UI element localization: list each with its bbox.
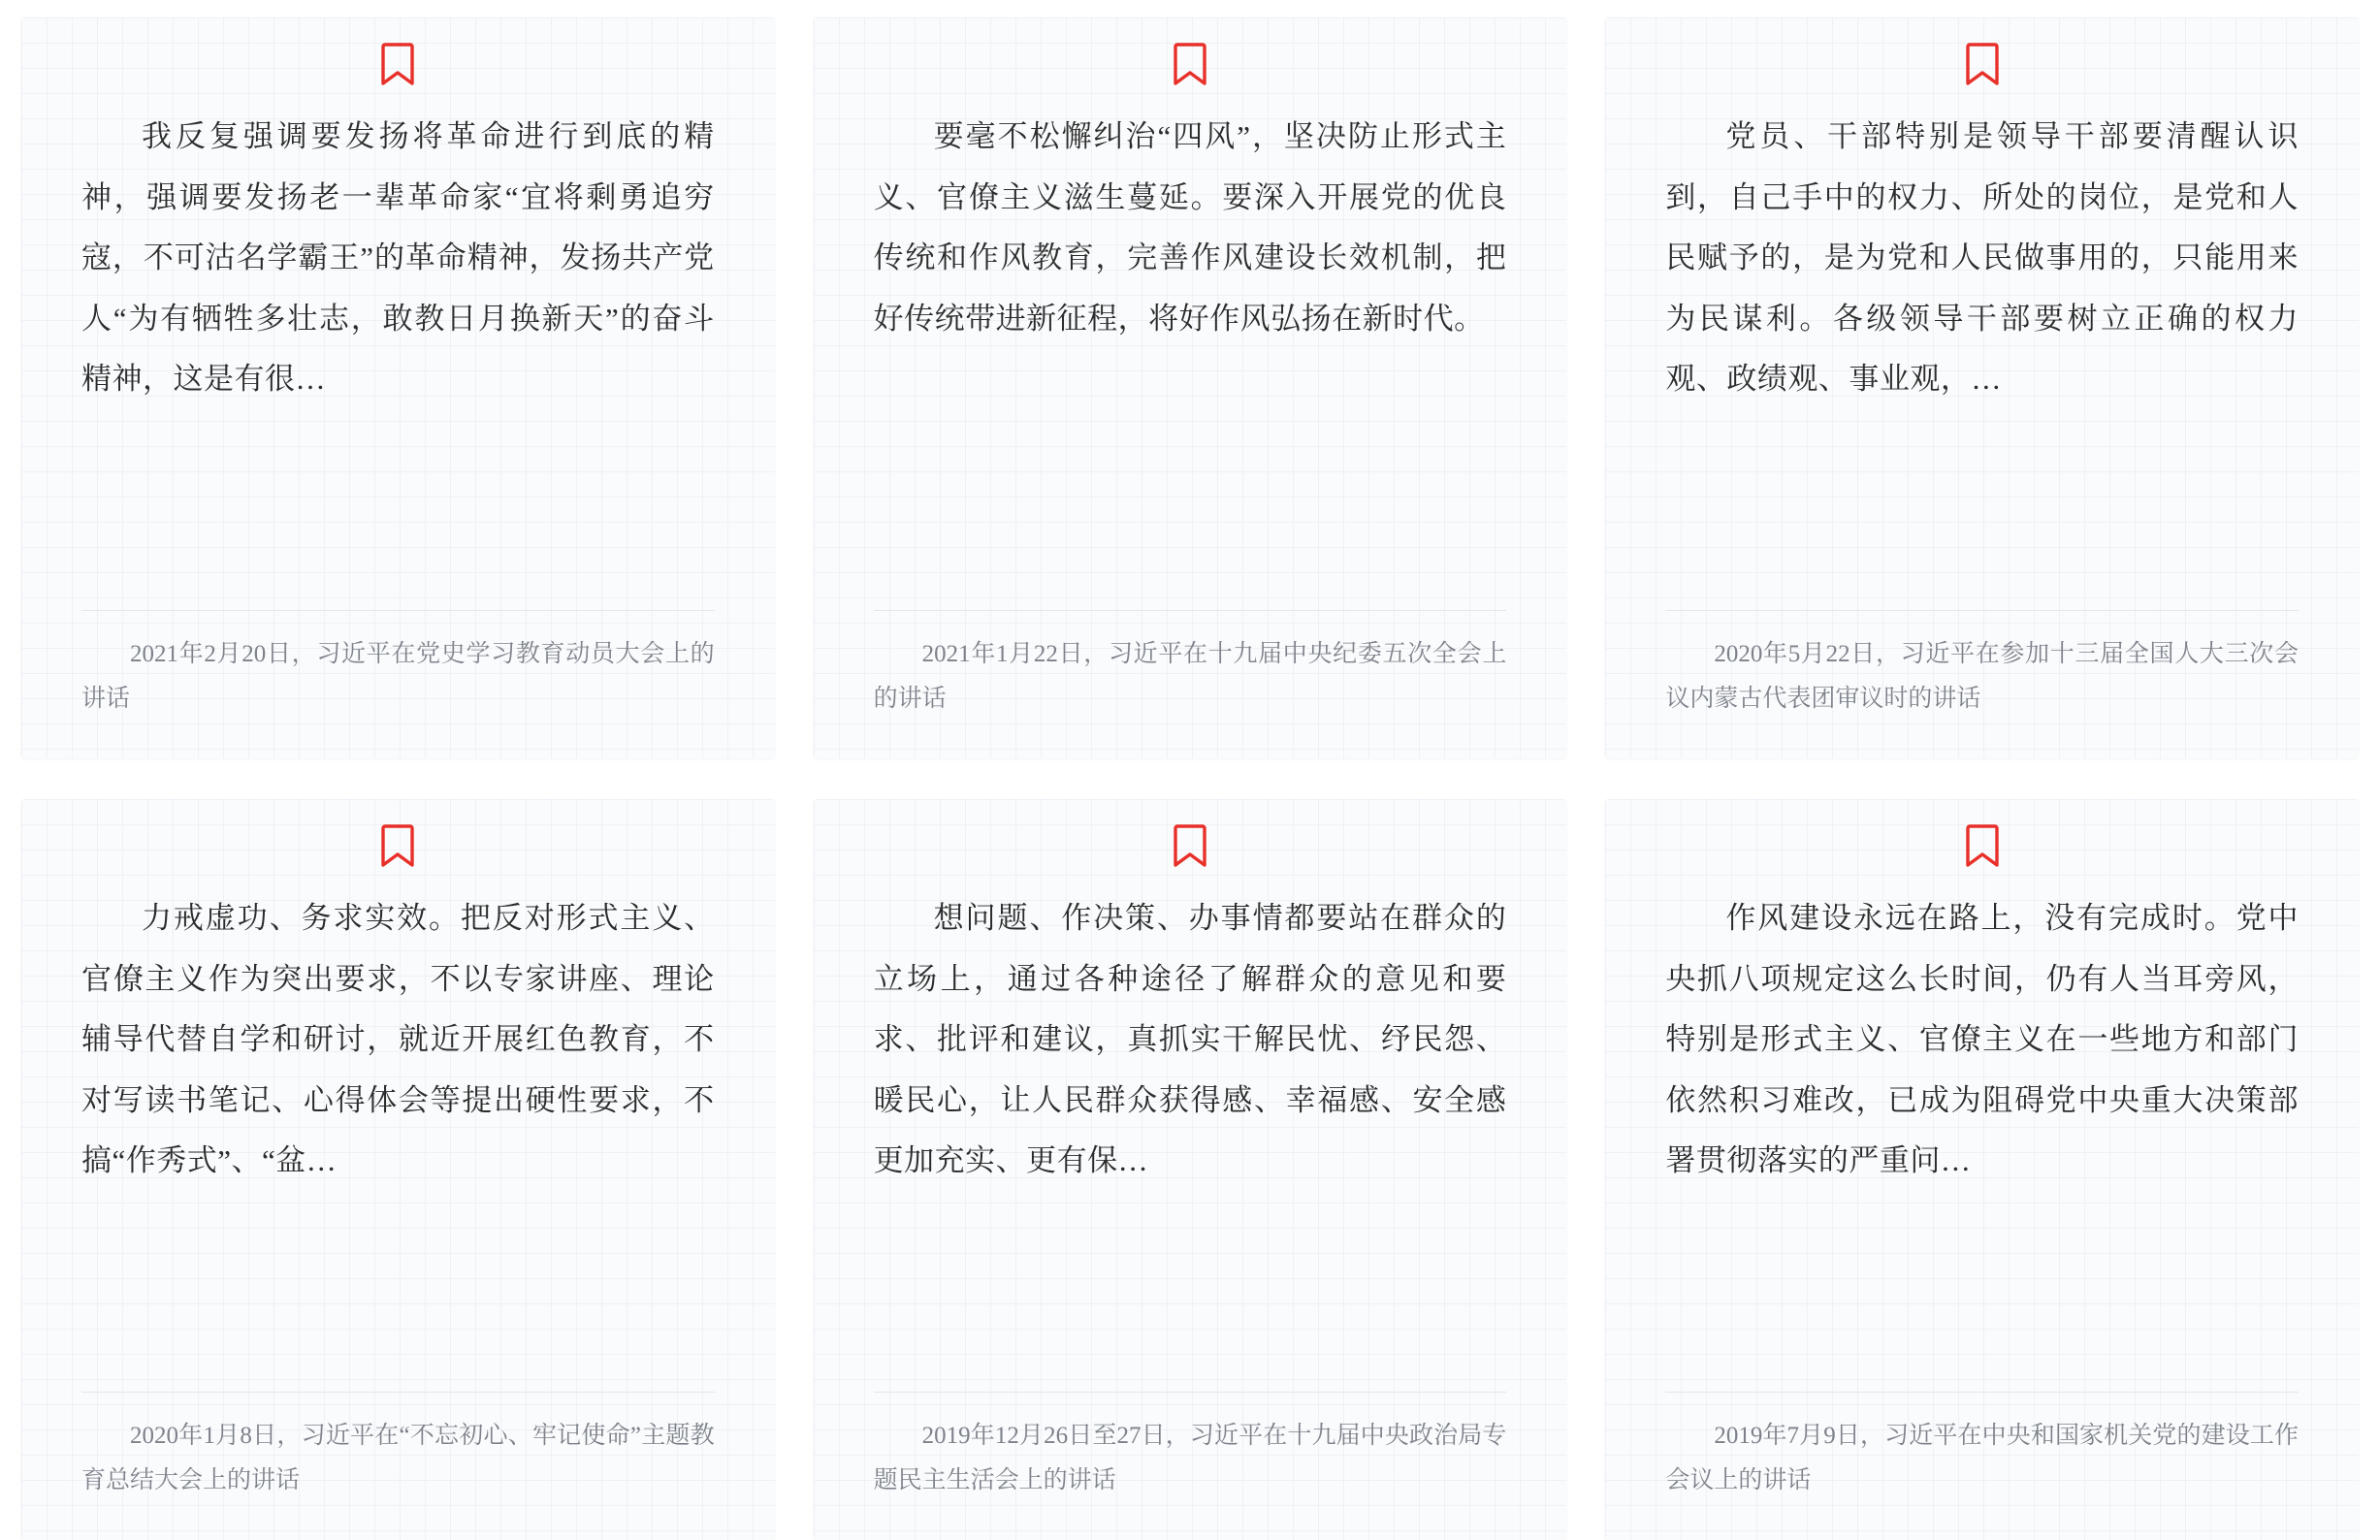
- quote-card[interactable]: [1605, 799, 2359, 1540]
- spacer: [1665, 1192, 2299, 1391]
- quote-source: 2019年12月26日至27日，习近平在十九届中央政治局专题民主生活会上的讲话: [873, 1422, 1507, 1493]
- divider: [874, 610, 1507, 611]
- bookmark-icon: [381, 824, 414, 867]
- quote-text: 想问题、作决策、办事情都要站在群众的立场上，通过各种途径了解群众的意见和要求、批评和建议，真抓实干解民忧、纾民怨、暖民心，让人民群众获得感、幸福感、安全感更加充实、更有保…: [873, 901, 1507, 1178]
- bookmark-icon: [1174, 824, 1206, 867]
- quote-card[interactable]: [814, 799, 1567, 1540]
- quote-source: 2020年1月8日，习近平在“不忘初心、牢记使命”主题教育总结大会上的讲话: [81, 1422, 715, 1493]
- quote-card[interactable]: [21, 17, 775, 758]
- bookmark-icon: [1174, 43, 1206, 85]
- quote-source: 2020年5月22日，习近平在参加十三届全国人大三次会议内蒙古代表团审议时的讲话: [1665, 640, 2299, 712]
- quote-text: 力戒虚功、务求实效。把反对形式主义、官僚主义作为突出要求，不以专家讲座、理论辅导代替自学和研讨，就近开展红色教育，不对写读书笔记、心得体会等提出硬性要求，不搞“作秀式”、“盆…: [81, 901, 715, 1178]
- quote-card[interactable]: [21, 799, 775, 1540]
- bookmark-icon: [1966, 824, 1999, 867]
- divider: [81, 1392, 715, 1393]
- quote-source: 2019年7月9日，习近平在中央和国家机关党的建设工作会议上的讲话: [1665, 1422, 2299, 1493]
- quote-source: 2021年1月22日，习近平在十九届中央纪委五次全会上的讲话: [873, 640, 1507, 712]
- divider: [1665, 610, 2299, 611]
- quote-text: 党员、干部特别是领导干部要清醒认识到，自己手中的权力、所处的岗位，是党和人民赋予的，是为党和人民做事用的，只能用来为民谋利。各级领导干部要树立正确的权力观、政绩观、事业观，…: [1665, 119, 2299, 397]
- divider: [1665, 1392, 2299, 1393]
- bookmark-icon: [381, 43, 414, 85]
- bookmark-icon-wrap: [1665, 43, 2299, 107]
- spacer: [1665, 410, 2299, 609]
- divider: [874, 1392, 1507, 1393]
- quote-source: 2021年2月20日，习近平在党史学习教育动员大会上的讲话: [81, 640, 715, 712]
- bookmark-icon-wrap: [874, 43, 1507, 107]
- quote-text: 我反复强调要发扬将革命进行到底的精神，强调要发扬老一辈革命家“宜将剩勇追穷寇，不可沽名学霸王”的革命精神，发扬共产党人“为有牺牲多壮志，敢教日月换新天”的奋斗精神，这是有很…: [81, 119, 715, 397]
- quote-card[interactable]: [814, 17, 1567, 758]
- spacer: [874, 1192, 1507, 1391]
- quote-card[interactable]: [1605, 17, 2359, 758]
- spacer: [81, 1192, 715, 1391]
- quote-text: 作风建设永远在路上，没有完成时。党中央抓八项规定这么长时间，仍有人当耳旁风，特别是形式主义、官僚主义在一些地方和部门依然积习难改，已成为阻碍党中央重大决策部署贯彻落实的严重问…: [1665, 901, 2299, 1178]
- divider: [81, 610, 715, 611]
- bookmark-icon-wrap: [1665, 824, 2299, 888]
- quote-text: 要毫不松懈纠治“四风”，坚决防止形式主义、官僚主义滋生蔓延。要深入开展党的优良传统和作风教育，完善作风建设长效机制，把好传统带进新征程，将好作风弘扬在新时代。: [873, 119, 1507, 336]
- bookmark-icon: [1966, 43, 1999, 85]
- bookmark-icon-wrap: [81, 43, 715, 107]
- bookmark-icon-wrap: [81, 824, 715, 888]
- spacer: [874, 349, 1507, 609]
- spacer: [81, 410, 715, 609]
- bookmark-icon-wrap: [874, 824, 1507, 888]
